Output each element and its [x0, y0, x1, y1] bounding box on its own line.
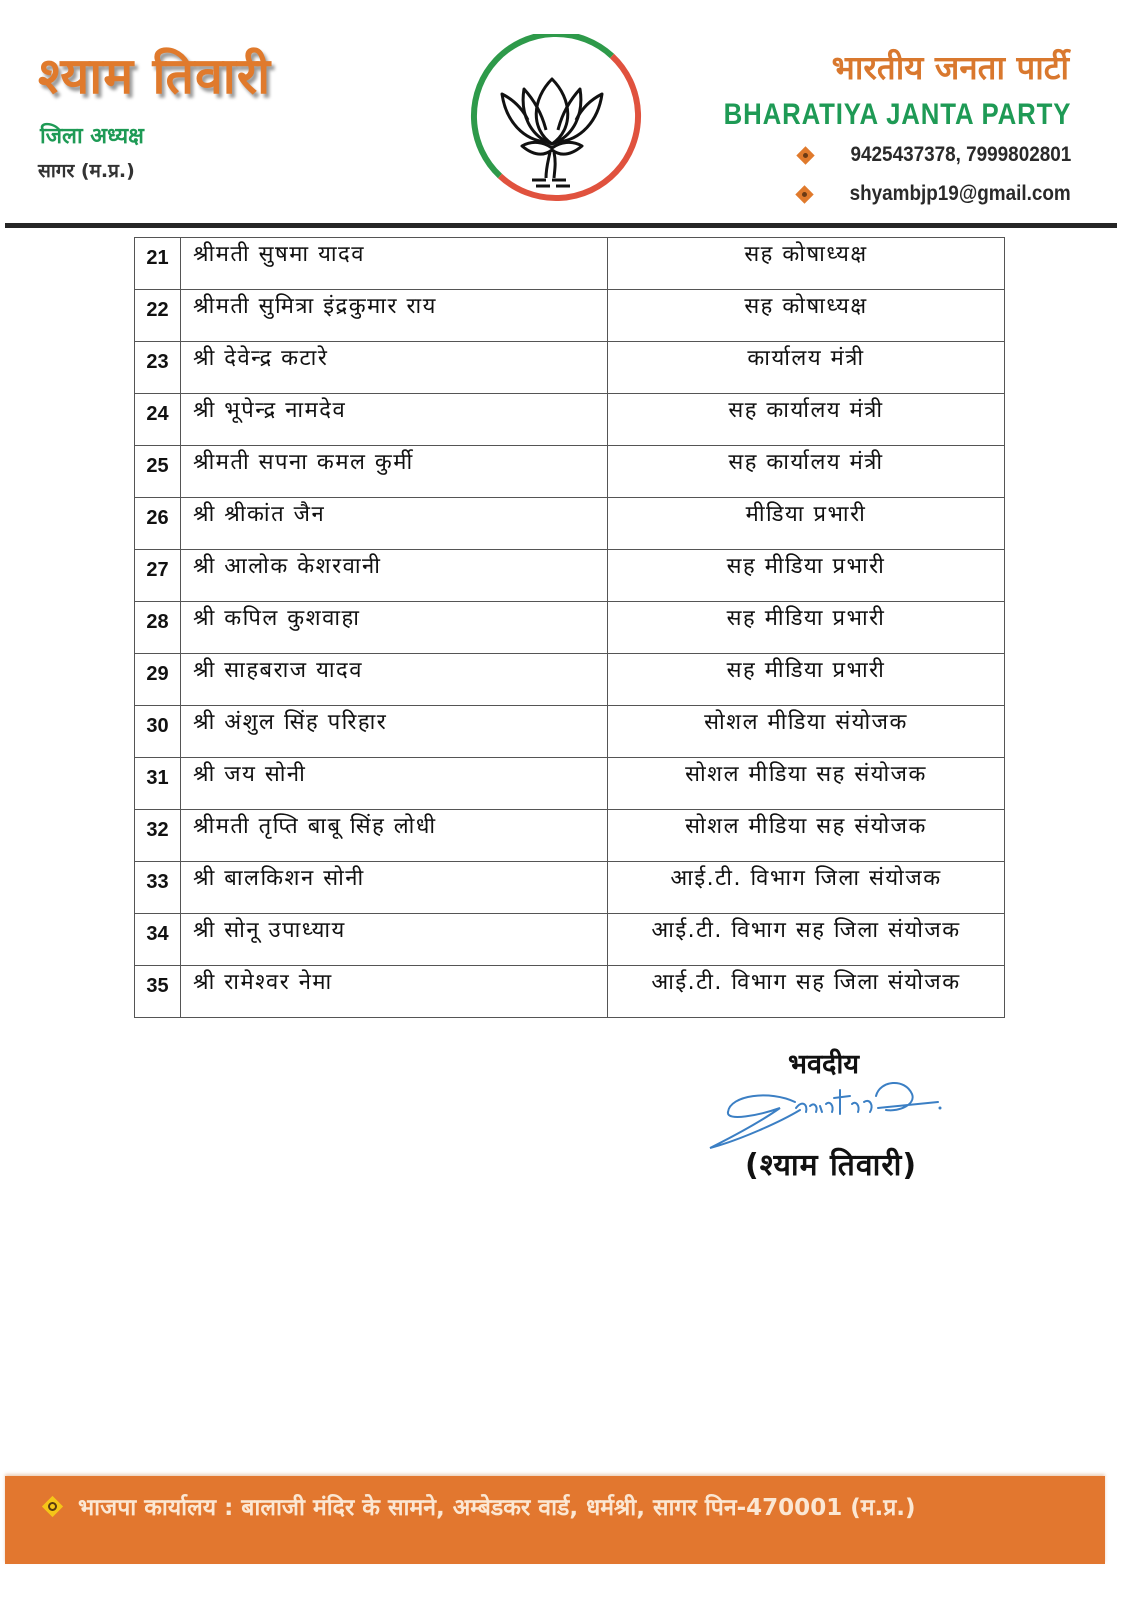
- member-post: सह मीडिया प्रभारी: [608, 602, 1005, 654]
- phone-line: [799, 143, 1071, 167]
- member-name: श्री रामेश्वर नेमा: [181, 966, 608, 1018]
- member-name: श्री कपिल कुशवाहा: [181, 602, 608, 654]
- serial-number: 35: [135, 966, 181, 1018]
- member-name: श्री भूपेन्द्र नामदेव: [181, 394, 608, 446]
- member-name: श्री बालकिशन सोनी: [181, 862, 608, 914]
- serial-number: 33: [135, 862, 181, 914]
- email-address[interactable]: shyambjp19@gmail.com: [849, 182, 1071, 205]
- table-row: [135, 966, 1005, 1018]
- member-post: आई.टी. विभाग जिला संयोजक: [608, 862, 1005, 914]
- member-name: श्री साहबराज यादव: [181, 654, 608, 706]
- phone-numbers: 9425437378, 7999802801: [850, 143, 1071, 166]
- member-post: सह कार्यालय मंत्री: [608, 446, 1005, 498]
- member-post: सह मीडिया प्रभारी: [608, 654, 1005, 706]
- serial-number: 34: [135, 914, 181, 966]
- email-icon: [796, 185, 814, 203]
- district: सागर (म.प्र.): [38, 160, 135, 182]
- header-divider: [5, 223, 1117, 228]
- serial-number: 27: [135, 550, 181, 602]
- phone-icon: [796, 146, 814, 164]
- serial-number: 32: [135, 810, 181, 862]
- serial-number: 21: [135, 238, 181, 290]
- table-row: [135, 550, 1005, 602]
- serial-number: 28: [135, 602, 181, 654]
- member-post: सह कोषाध्यक्ष: [608, 238, 1005, 290]
- member-post: आई.टी. विभाग सह जिला संयोजक: [608, 914, 1005, 966]
- designation: जिला अध्यक्ष: [40, 124, 144, 149]
- email-line: [798, 182, 1071, 206]
- footer-bar: [5, 1476, 1105, 1564]
- member-name: श्री सोनू उपाध्याय: [181, 914, 608, 966]
- table-row: [135, 914, 1005, 966]
- member-name: श्री आलोक केशरवानी: [181, 550, 608, 602]
- member-post: सह कार्यालय मंत्री: [608, 394, 1005, 446]
- closing-salutation: भवदीय: [788, 1049, 859, 1080]
- office-address: भाजपा कार्यालय : बालाजी मंदिर के सामने, अम्बेडकर वार्ड, धर्मश्री, सागर पिन-470001 (म.प्र.): [78, 1495, 916, 1521]
- party-name-hindi: भारतीय जनता पार्टी: [831, 48, 1069, 87]
- member-post: सोशल मीडिया संयोजक: [608, 706, 1005, 758]
- table-row: [135, 810, 1005, 862]
- member-post: आई.टी. विभाग सह जिला संयोजक: [608, 966, 1005, 1018]
- table-row: [135, 290, 1005, 342]
- serial-number: 26: [135, 498, 181, 550]
- lotus-icon: [462, 34, 642, 204]
- table-row: [135, 862, 1005, 914]
- serial-number: 23: [135, 342, 181, 394]
- letterhead: [0, 0, 1131, 232]
- member-name: श्रीमती सुमित्रा इंद्रकुमार राय: [181, 290, 608, 342]
- member-post: सह कोषाध्यक्ष: [608, 290, 1005, 342]
- member-post: सोशल मीडिया सह संयोजक: [608, 758, 1005, 810]
- serial-number: 30: [135, 706, 181, 758]
- member-post: सह मीडिया प्रभारी: [608, 550, 1005, 602]
- member-name: श्री देवेन्द्र कटारे: [181, 342, 608, 394]
- table-row: [135, 602, 1005, 654]
- serial-number: 22: [135, 290, 181, 342]
- serial-number: 31: [135, 758, 181, 810]
- members-table: [134, 237, 1005, 1018]
- member-name: श्रीमती सुषमा यादव: [181, 238, 608, 290]
- person-name: श्याम तिवारी: [38, 47, 272, 105]
- serial-number: 29: [135, 654, 181, 706]
- party-name-english: BHARATIYA JANTA PARTY: [723, 98, 1071, 131]
- member-name: श्रीमती तृप्ति बाबू सिंह लोधी: [181, 810, 608, 862]
- table-row: [135, 758, 1005, 810]
- member-post: कार्यालय मंत्री: [608, 342, 1005, 394]
- member-post: सोशल मीडिया सह संयोजक: [608, 810, 1005, 862]
- table-row: [135, 238, 1005, 290]
- table-row: [135, 342, 1005, 394]
- member-name: श्री श्रीकांत जैन: [181, 498, 608, 550]
- member-name: श्रीमती सपना कमल कुर्मी: [181, 446, 608, 498]
- table-row: [135, 446, 1005, 498]
- table-row: [135, 394, 1005, 446]
- serial-number: 25: [135, 446, 181, 498]
- location-pin-icon: [42, 1495, 63, 1516]
- member-name: श्री अंशुल सिंह परिहार: [181, 706, 608, 758]
- table-row: [135, 498, 1005, 550]
- signatory-name: (श्याम तिवारी): [745, 1148, 918, 1183]
- serial-number: 24: [135, 394, 181, 446]
- table-row: [135, 654, 1005, 706]
- member-name: श्री जय सोनी: [181, 758, 608, 810]
- footer-address-line: [45, 1490, 916, 1522]
- table-row: [135, 706, 1005, 758]
- member-post: मीडिया प्रभारी: [608, 498, 1005, 550]
